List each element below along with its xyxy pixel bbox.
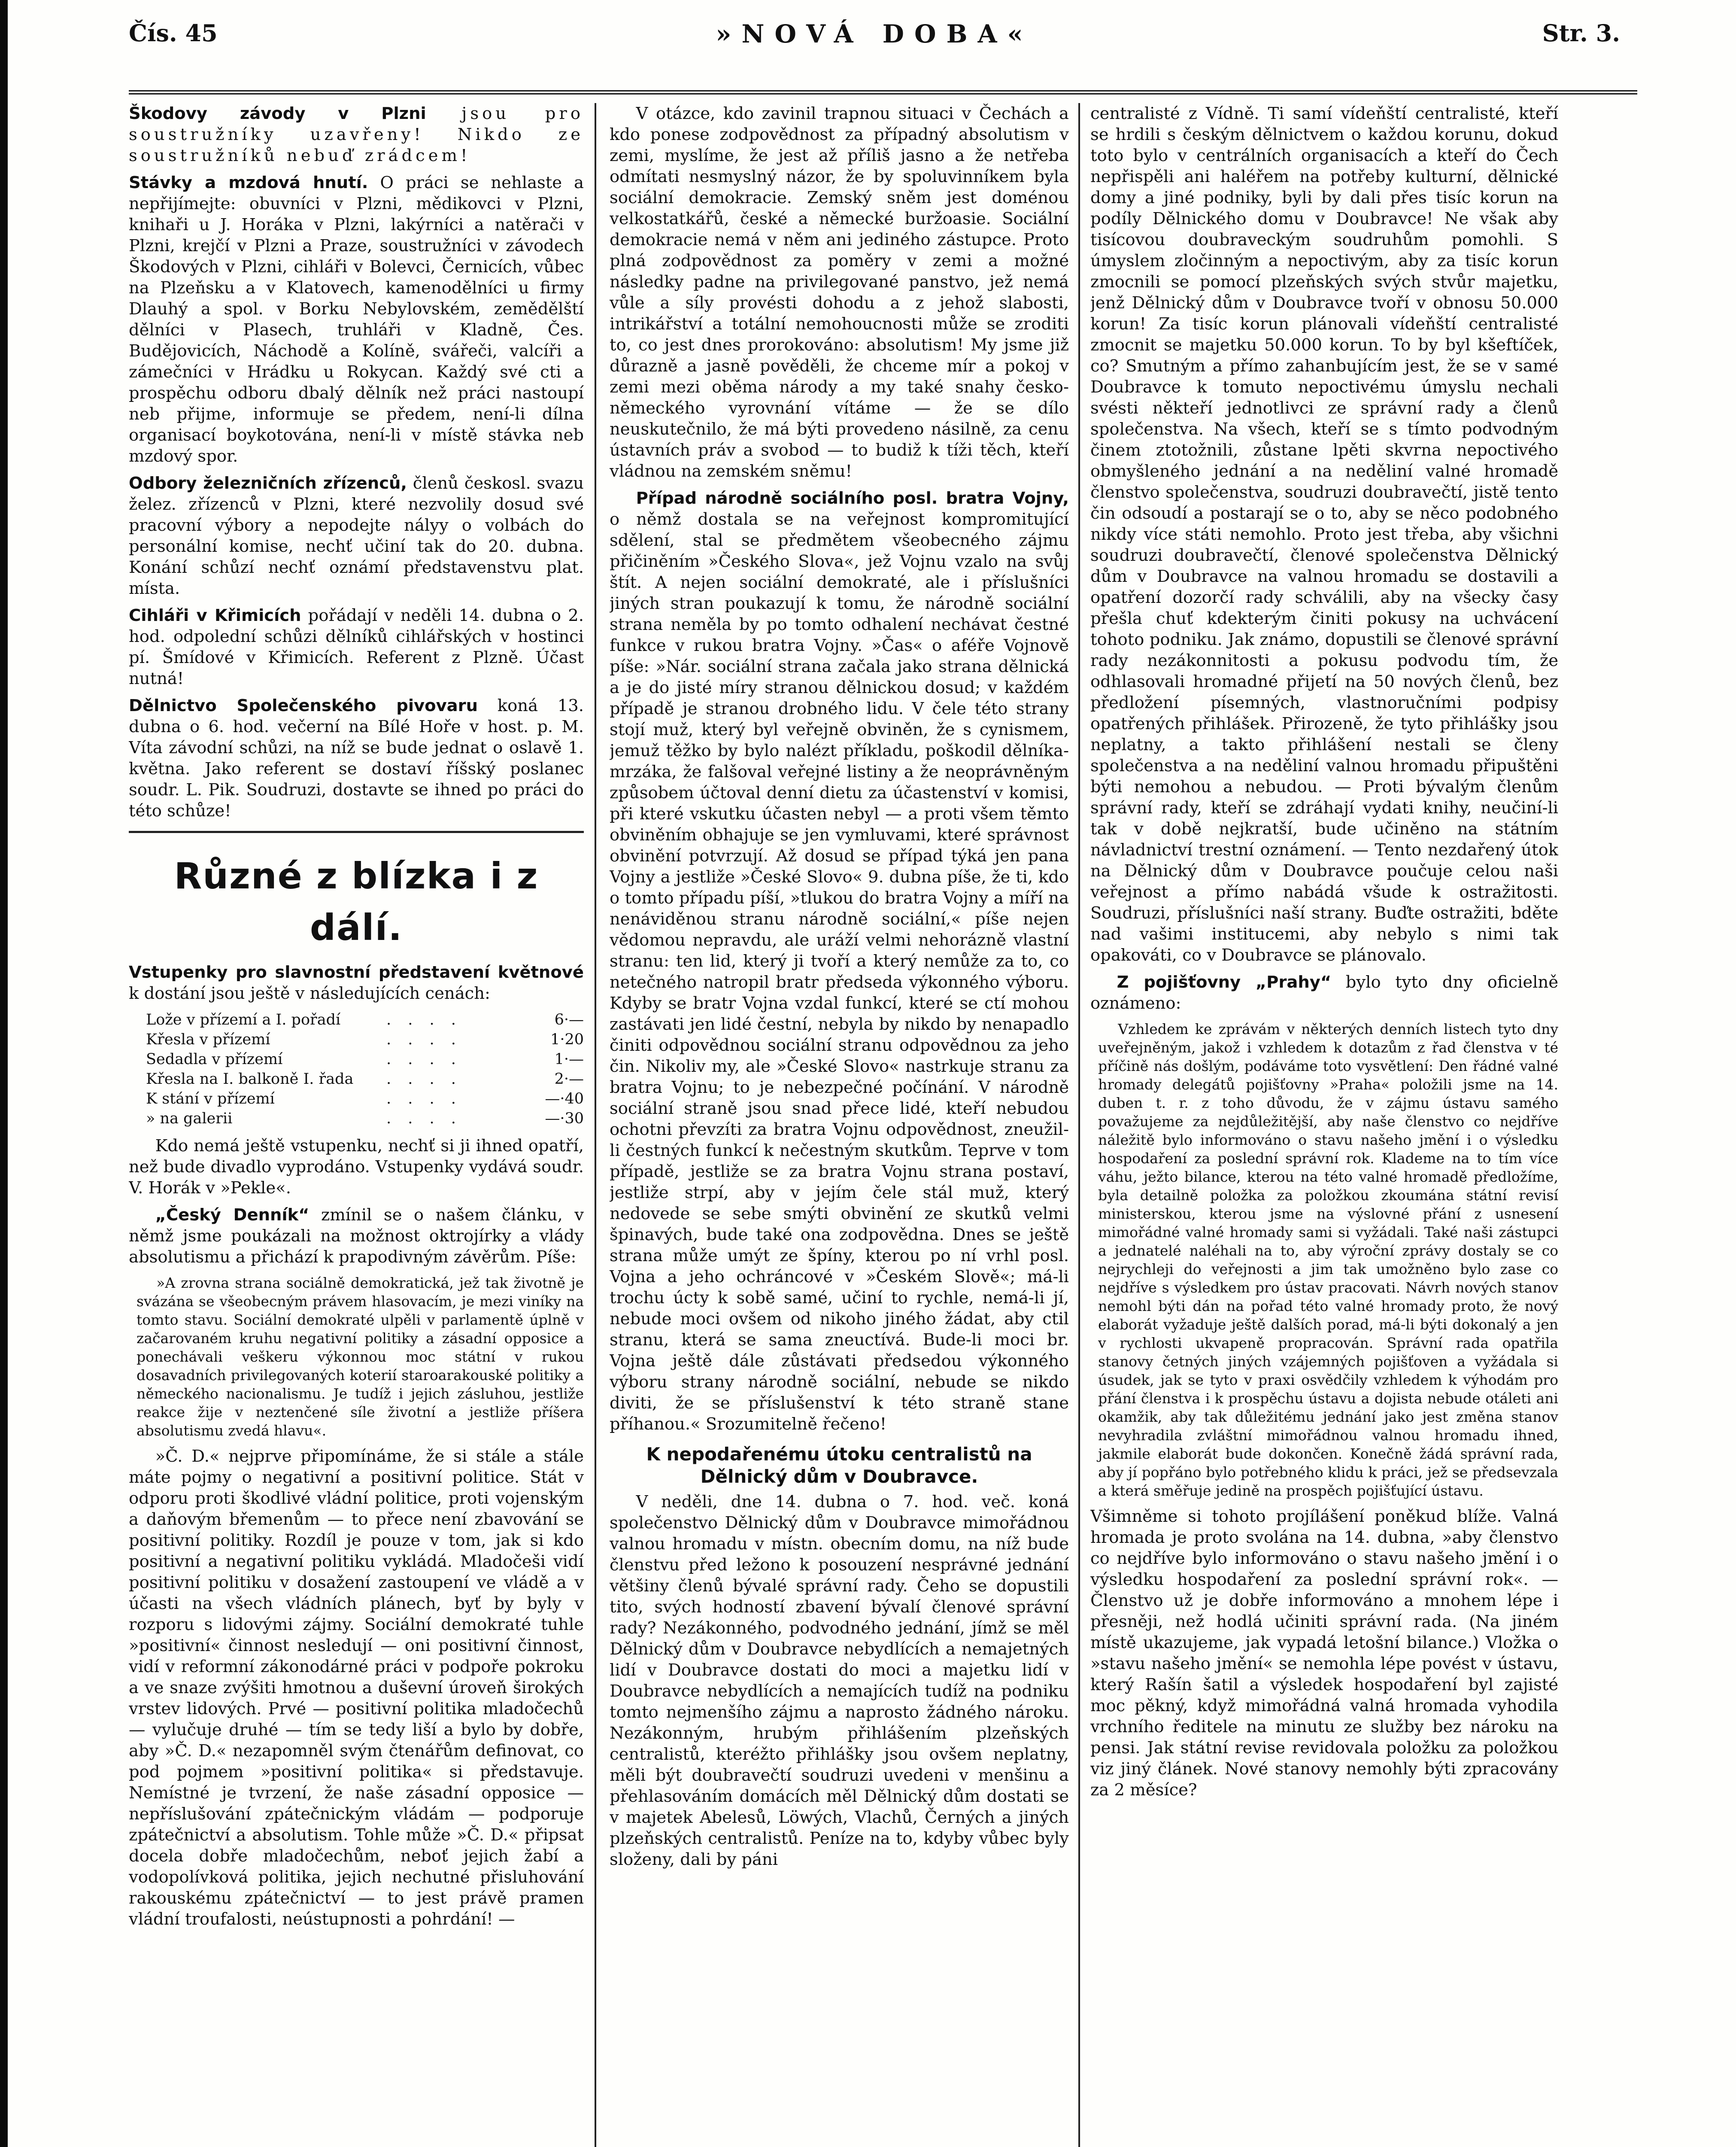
masthead	[129, 19, 1620, 84]
quoted-block: Vzhledem ke zprávám v některých denních listech tyto dny uveřejněným, jakož i vzhledem k dotazům z řad členstva v té příčině nás došlým, podáváme toto vysvětlení: Den řádné valné hromady delegátů pojišťovny »Praha« položili jsme na 14. duben t. r. z toho důvodu, že v zájmu ústavu samého považujeme za nejdůležitější, aby naše členstvo co nejdříve náležitě bylo informováno o stavu našeho jmění i o výsledku hospodaření za poslední správní rok. Klademe na to tím více váhu, ježto bilance, kterou na této valné hromadě předložíme, byla detailně položka za položkou zkoumána státní revisí ministerskou, kterou jsme na výslovné přání z usnesení mimořádné valné hromady sami si vyžádali. Také naši zástupci a jednatelé naléhali na to, aby výroční zprávy dostaly se co nejrychleji do veřejnosti a jim tak umožněno bylo zase co nejdříve s výsledkem pro ústav pracovati. Návrh nových stanov nemohl býti dán na pořad této valné hromady proto, že nový elaborát vyžaduje ještě dalších porad, má-li býti dokonalý a jen v rychlosti ukvapeně propracován. Správní rada opatřila stanovy četných jiných vzájemných pojišťoven a vyžádala si úsudek, jak se tyto v praxi osvědčily vzhledem k výhodám pro přání členstva i k prospěchu ústavu a dojista nebude otáleti ani okamžik, aby tak důležitému jednání jako jest změna stanov nevyhradila zvláštní mimořádnou valnou hromadu ihned, jakmile elaborát bude dokončen. Konečně žádá správní rada, aby jí popřáno bylo potřebného klidu k práci, jež se předsevzala a která směřuje jedině na prospěch pojišťující ústavu.	[1098, 1021, 1558, 1499]
paragraph: Všimněme si tohoto projílášení poněkud blíže. Valná hromada je proto svolána na 14. dubna, »aby členstvo co nejdříve bylo informováno o stavu našeho jmění i o výsledku hospodaření za poslední správní rok«. — Členstvo už je dobře informováno a mnohem lépe i přesněji, než hodlá učiniti správní rada. (Na jiném místě ukazujeme, jak vypadá letošní bilance.) Vložka o »stavu našeho jmění« se nemohla lépe povést v ústavu, který Rašín šatil a výsledek hospodaření byl zajisté moc pěkný, když mimořádná valná hromada vyhodila vrchního ředitele na minutu ze služby bez nároku na pensi. Jak státní revise revidovala položku za položkou viz jiný článek. Nové stanovy nemohly býti zpracovány za 2 měsíce?	[1090, 1507, 1558, 1800]
masthead-rule	[129, 90, 1637, 94]
scan-edge	[0, 0, 8, 2147]
paragraph: V otázce, kdo zavinil trapnou situaci v Čechách a kdo ponese zodpovědnost za případný absolutism v zemi, myslíme, že jest až příliš jasno a že netřeba odmítati nesmyslný názor, že by spoluvinníkem byla sociální demokracie. Zemský sněm jest doménou velkostatkářů, české a německé buržoasie. Sociální demokracie nemá v něm ani jediného zástupce. Proto plná zodpovědnost za poměry v zemi a možné následky padne na privilegované panstvo, jež nemá vůle a síly provésti dohodu a z jehož slabosti, intrikářství a totální nemohoucnosti může se zroditi to, co jest dnes prorokováno: absolutism! My jsme již důrazně a jasně pověděli, že chceme mír a pokoj v zemi mezi oběma národy a my také snahy česko-německého vyrovnání vítáme — že se dílo neuskutečnilo, že má býti provedeno násilně, za cenu ústavních práv a svobod — to budiž k tíži těch, kteří vládnou na zemském sněmu!	[610, 104, 1069, 481]
article-heading: Cihláři v Křimicích	[129, 606, 301, 625]
article-vojna: Případ národně sociálního posl. bratra Vojny, o němž dostala se na veřejnost kompromitující sdělení, stal se předmětem všeobecného zájmu přičiněním »Českého Slova«, jež Vojnu vzalo na svůj štít. A nejen sociální demokraté, ale i příslušníci jiných stran poukazují k tomu, že národně sociální strana neměla by po tomto odhalení nechávat čestné funkce v rukou bratra Vojny. »Čas« o aféře Vojnově píše: »Nár. sociální strana začala jako strana dělnická a je do jisté míry stranou dělnickou dosud; v každém případě je stranou drobného lidu. V čele této strany stojí muž, který byl veřejně obviněn, že s cynismem, jemuž těžko by bylo nalézt příkladu, poškodil dělníka-mrzáka, že falšoval veřejné listiny a že neoprávněným způsobem účtoval denní dietu za účastenství v komisi, při které vskutku účasten nebyl — a proti všem těmto obviněním obhajuje se jen vymluvami, které správnost obvinění potvrzují. Až dosud se případ týká jen pana Vojny a jestliže »České Slovo« 9. dubna píše, že ti, kdo o tomto případu píší, »tlukou do bratra Vojny a míří na nenáviděnou stranu národně sociální,« píše nejen vědomou nepravdu, ale uráží velmi nehorázně vlastní stranu: ten lid, který ji tvoří a který nemůže za to, co netečného natropil bratr předseda výkonného výboru. Kdyby se bratr Vojna vzdal funkcí, které se ctí mohou zastávati jen lidé čestní, nebyla by nikdo by nenapadlo činiti odpovědnou sociální stranu odpovědnou za jeho čin. Nikoliv my, ale »České Slovo« nastrkuje stranu za bratra Vojnu; to je nebezpečné počínání. V národně sociální straně jsou snad přece lidé, kteří nebudou ochotni převzíti za bratra Vojnu odpovědnost, zneužil-li čestných funkcí k nečestným skutkům. Teprve v tom případě, jestliže se za bratra Vojnu strana postaví, jestliže strpí, aby v jejím čele stál muž, který nedovede se sebe smýti obvinění ze skutků velmi špinavých, bude také ona zodpovědna. Dnes se ještě strana může umýt ze špíny, kterou po ní vrhl posl. Vojna a jeho ochráncové v »Českém Slově«; má-li trochu úcty k sobě samé, učiní to rychle, nemá-li jí, nebude moci ovšem od nikoho jiného žádat, aby ctil stranu, která se sama zneuctívá. Bude-li moci br. Vojna ještě dále zůstávati předsedou výkonného výboru strany národně sociální, nebude se nikdo diviti, že se příslušenství k této straně stane příhanou.« Srozumitelně řečeno!	[610, 489, 1069, 1434]
section-title: Různé z blízka i z dálí.	[174, 855, 539, 949]
column-2	[610, 103, 1069, 2147]
article-heading: Stávky a mzdová hnutí.	[129, 173, 368, 192]
article-heading: Dělnictvo Společenského pivovaru	[129, 696, 478, 715]
price-row: Lože v přízemí a I. pořadí . . . . 6·—	[146, 1011, 584, 1028]
column-separator	[595, 103, 596, 2147]
article-headline: K nepodařenému útoku centralistů na Dělnický dům v Doubravce.	[646, 1444, 1032, 1487]
paragraph: V neděli, dne 14. dubna o 7. hod. več. koná společenstvo Dělnický dům v Doubravce mimořádnou valnou hromadu v místn. obecním domu, na níž bude členstvu před ležono k posouzení nesprávné jednání většiny členů bývalé správní rady. Čeho se dopustili tito, svých hodností zbavení bývalí členové správní rady? Nezákonného, podvodného jednání, jímž se měl Dělnický dům v Doubravce nebydlících a nemajetných lidí v Doubravce dostati do moci a majetku lidí v Doubravce nebydlících a nemajících tudíž na podniku tomto nejmenšího zájmu a naprosto žádného nároku. Nezákonným, hrubým přihlášením plzeňských centralistů, kteréžto přihlášky jsou ovšem neplatny, měli být doubravečtí soudruzi uvedeni v menšinu a přehlasováním domácích měl Dělnický dům dostati se v majetek Abelesů, Löwých, Vlachů, Černých a jiných plzeňských centralistů. Peníze na to, kdyby vůbec byly složeny, dali by páni	[610, 1492, 1069, 1869]
article-heading: Z pojišťovny „Prahy“	[1117, 973, 1332, 992]
column-separator	[1078, 103, 1080, 2147]
article-pivovar: Dělnictvo Společenského pivovaru koná 13. dubna o 6. hod. večerní na Bílé Hoře v host. p. M. Víta závodní schůzi, na níž se bude jednat o oslavě 1. května. Jako referent se dostaví říšský poslanec soudr. L. Pik. Soudruzi, dostavte se ihned po práci do této schůze!	[129, 696, 584, 821]
paragraph: centralisté z Vídně. Ti samí vídeňští centralisté, kteří se hrdili s českým dělnictvem o každou korunu, dokud toto bylo v centrálních organisacích a kteří do Čech nepřispěli ani haléřem na potřeby kulturní, dělnické domy a jiné podniky, byli by dali přes tisíc korun na podíly Dělnického domu v Doubravce! Ne však aby tisícovou doubraveckým soudruhům pomohli. S úmyslem zločinným a nepoctivým, aby za tisíc korun zmocnili se pomocí plzeňských svých stvůr majetku, jenž Dělnický dům v Doubravce tvoří v obnosu 50.000 korun! Za tisíc korun plánovali vídeňští centralisté zmocnit se majetku 50.000 korun. To by byl kšeftíček, co? Smutným a přímo zahanbujícím jest, že se v samé Doubravce k tomuto nepoctivému úmyslu nechali svésti někteří jednotlivci ze správní rady a členů společenstva. Na všech, kteří se s tímto podvodným činem ztotožnili, zůstane lpěti skvrna nepoctivého obmyšleného jednání a na neděliní valné hromadě členstvo společenstva, soudruzi doubravečtí, jistě tento čin odsoudí a postarají se o to, aby se něco podobného nikdy více státi nemohlo. Proto jest třeba, aby všichni soudruzi doubravečtí, členové společenstva Dělnický dům v Doubravce na valnou hromadu se dostavili a opatření dozorčí rady schválili, aby na všecky časy přešla chuť kdekterým činiti pokusy na uchvácení tohoto podniku. Jak známo, dopustili se členové správní rady nezákonnitosti a pokusu podvodu tím, že odhlasovali hromadné přijetí na 50 nových členů, bez předložení písemných, vlastnoručními podpisy opatřených přihlášek. Přirozeně, že tyto přihlášky jsou neplatny, a takto přihlášení nestali se členy společenstva a na neděliní valnou hromadu připuštěni býti nemohou a nebudou. — Proti bývalým členům správní rady, kteří se zdráhají vydati knihy, neučiní-li tak v době nejkratší, bude učiněno na státním návladnictví trestní oznámení. — Tento nezdařený útok na Dělnický dům v Doubravce poučuje celou naši veřejnost a přímo nabádá všude k ostražitosti. Soudruzi, příslušníci naší strany. Buďte ostražiti, bděte nad vašimi institucemi, aby nebylo s nimi tak opakováti, co v Doubravce se plánovalo.	[1090, 104, 1558, 965]
article-heading: Vstupenky pro slavnostní představení květnové	[129, 963, 584, 982]
issue-number: Čís. 45	[129, 19, 218, 47]
article-heading: Škodovy závody v Plzni	[129, 104, 426, 123]
price-row: » na galerii . . . . —·30	[146, 1110, 584, 1127]
paragraph: Kdo nemá ještě vstupenku, nechť si ji ihned opatří, než bude divadlo vyprodáno. Vstupenky vydává soudr. V. Horák v »Pekle«.	[129, 1136, 584, 1198]
article-heading: Případ národně sociálního posl. bratra Vojny,	[636, 489, 1069, 508]
newspaper-title: »NOVÁ DOBA«	[716, 19, 1033, 49]
price-row: Sedadla v přízemí . . . . 1·—	[146, 1051, 584, 1068]
column-1	[129, 103, 584, 2147]
price-row: Křesla v přízemí . . . . 1·20	[146, 1031, 584, 1048]
article-vstupenky: Vstupenky pro slavnostní představení květnové k dostání jsou ještě v následujících cenách:	[129, 963, 584, 1003]
section-rule	[129, 831, 584, 833]
price-list	[146, 1010, 584, 1128]
price-row: Křesla na I. balkoně I. řada . . . . 2·—	[146, 1070, 584, 1088]
article-praha: Z pojišťovny „Prahy“ bylo tyto dny oficielně oznámeno:	[1090, 973, 1558, 1013]
article-heading: Odbory železničních zřízenců,	[129, 474, 407, 493]
article-skodovy: Škodovy závody v Plzni jsou pro soustružníky uzavřeny! Nikdo ze soustružníků nebuď zrádcem!	[129, 104, 584, 165]
paragraph: »Č. D.« nejprve připomínáme, že si stále a stále máte pojmy o negativní a positivní politice. Stát v odporu proti škodlivé vládní politice, proti vojenským a daňovým břemenům — to přece není zbavování se positivní politiky. Rozdíl je pouze v tom, jak si kdo positivní a negativní politiku vykládá. Mladočeši vidí positivní politiku v dosažení zastoupení ve vládě a v účasti na všech vládních plánech, byť by byly v rozporu s lidovými zájmy. Sociální demokraté tuhle »positivní« činnost nesledují — oni positivní činnost, vidí v reformní zákonodárné práci v podpoře pokroku a ve snaze zvýšiti hmotnou a duševní úroveň širokých vrstev lidových. Prvé — positivní politika mladočechů — vylučuje druhé — tím se tedy liší a bylo by dobře, aby »Č. D.« nezapomněl svým čtenářům definovat, co pod pojmem »positivní politika« si představuje. Nemístné je tvrzení, že naše zásadní opposice — nepříslušování zpátečnickým vládám — podporuje zpátečnictví a absolutism. Tohle může »Č. D.« připsat docela dobře mladočechům, neboť jejich žabí a vodopolívková politika, jejich nechutné přisluhování rakouskému zpátečnictví — to jest právě pramen vládní troufalosti, neústupnosti a pohrdání! —	[129, 1447, 584, 1929]
page-number: Str. 3.	[1542, 19, 1620, 47]
price-row: K stání v přízemí . . . . —·40	[146, 1090, 584, 1107]
article-heading: „Český Denník“	[155, 1205, 310, 1225]
article-cihlari: Cihláři v Křimicích pořádají v neděli 14. dubna o 2. hod. odpolední schůzi dělníků cihlářských v hostinci pí. Šmídové v Křimicích. Referent z Plzně. Účast nutná!	[129, 606, 584, 688]
quoted-block: »A zrovna strana sociálně demokratická, jež tak životně je svázána se všeobecným právem hlasovacím, je mezi viníky na tomto stavu. Sociální demokraté ulpěli v parlamentě úplně v začarovaném kruhu negativní politiky a zásadní opposice a ponechávali veškeru výkonnou moc státní v rukou dosavadních privilegovaných koterií staroarakouské politiky a německého nacionalismu. Je tudíž i jejich zásluhou, jestliže reakce žije v neztenčené síle životní a jestliže příšera absolutismu zvedá hlavu«.	[137, 1274, 584, 1439]
article-stavky: Stávky a mzdová hnutí. O práci se nehlaste a nepřijímejte: obuvníci v Plzni, mědikovci v Plzni, knihaři u J. Horáka v Plzni, lakýrníci a natěrači v Plzni, krejčí v Plzni a Praze, soustružníci v závodech Škodových v Plzni, cihláři v Bolevci, Černicích, vůbec na Plzeňsku a v Klatovech, kamenodělníci u firmy Dlauhý a spol. v Borku Nebylovském, zemědělští dělníci v Plasech, truhláři v Kladně, Čes. Budějovicích, Náchodě a Kolíně, svářeči, valcíři a zámečníci v Hrádku u Rokycan. Každý své cti a prospěchu odboru dbalý dělník než práci nastoupí neb přijme, informuje se předem, není-li dílna organisací boykotována, není-li v místě stávka neb mzdový spor.	[129, 173, 584, 466]
article-odbory: Odbory železničních zřízenců, členů českosl. svazu želez. zřízenců v Plzni, které nezvolily dosud své pracovní výbory a nepodejte nályy o volbách do personální komise, nechť učiní tak do 20. dubna. Konání schůzí nechť oznámí představenstvu plat. místa.	[129, 474, 584, 598]
column-3	[1090, 103, 1558, 2147]
article-denik: „Český Denník“ zmínil se o našem článku, v němž jsme poukázali na možnost oktrojírky a vlády absolutismu a přichází k prapodivným závěrům. Píše:	[129, 1205, 584, 1267]
